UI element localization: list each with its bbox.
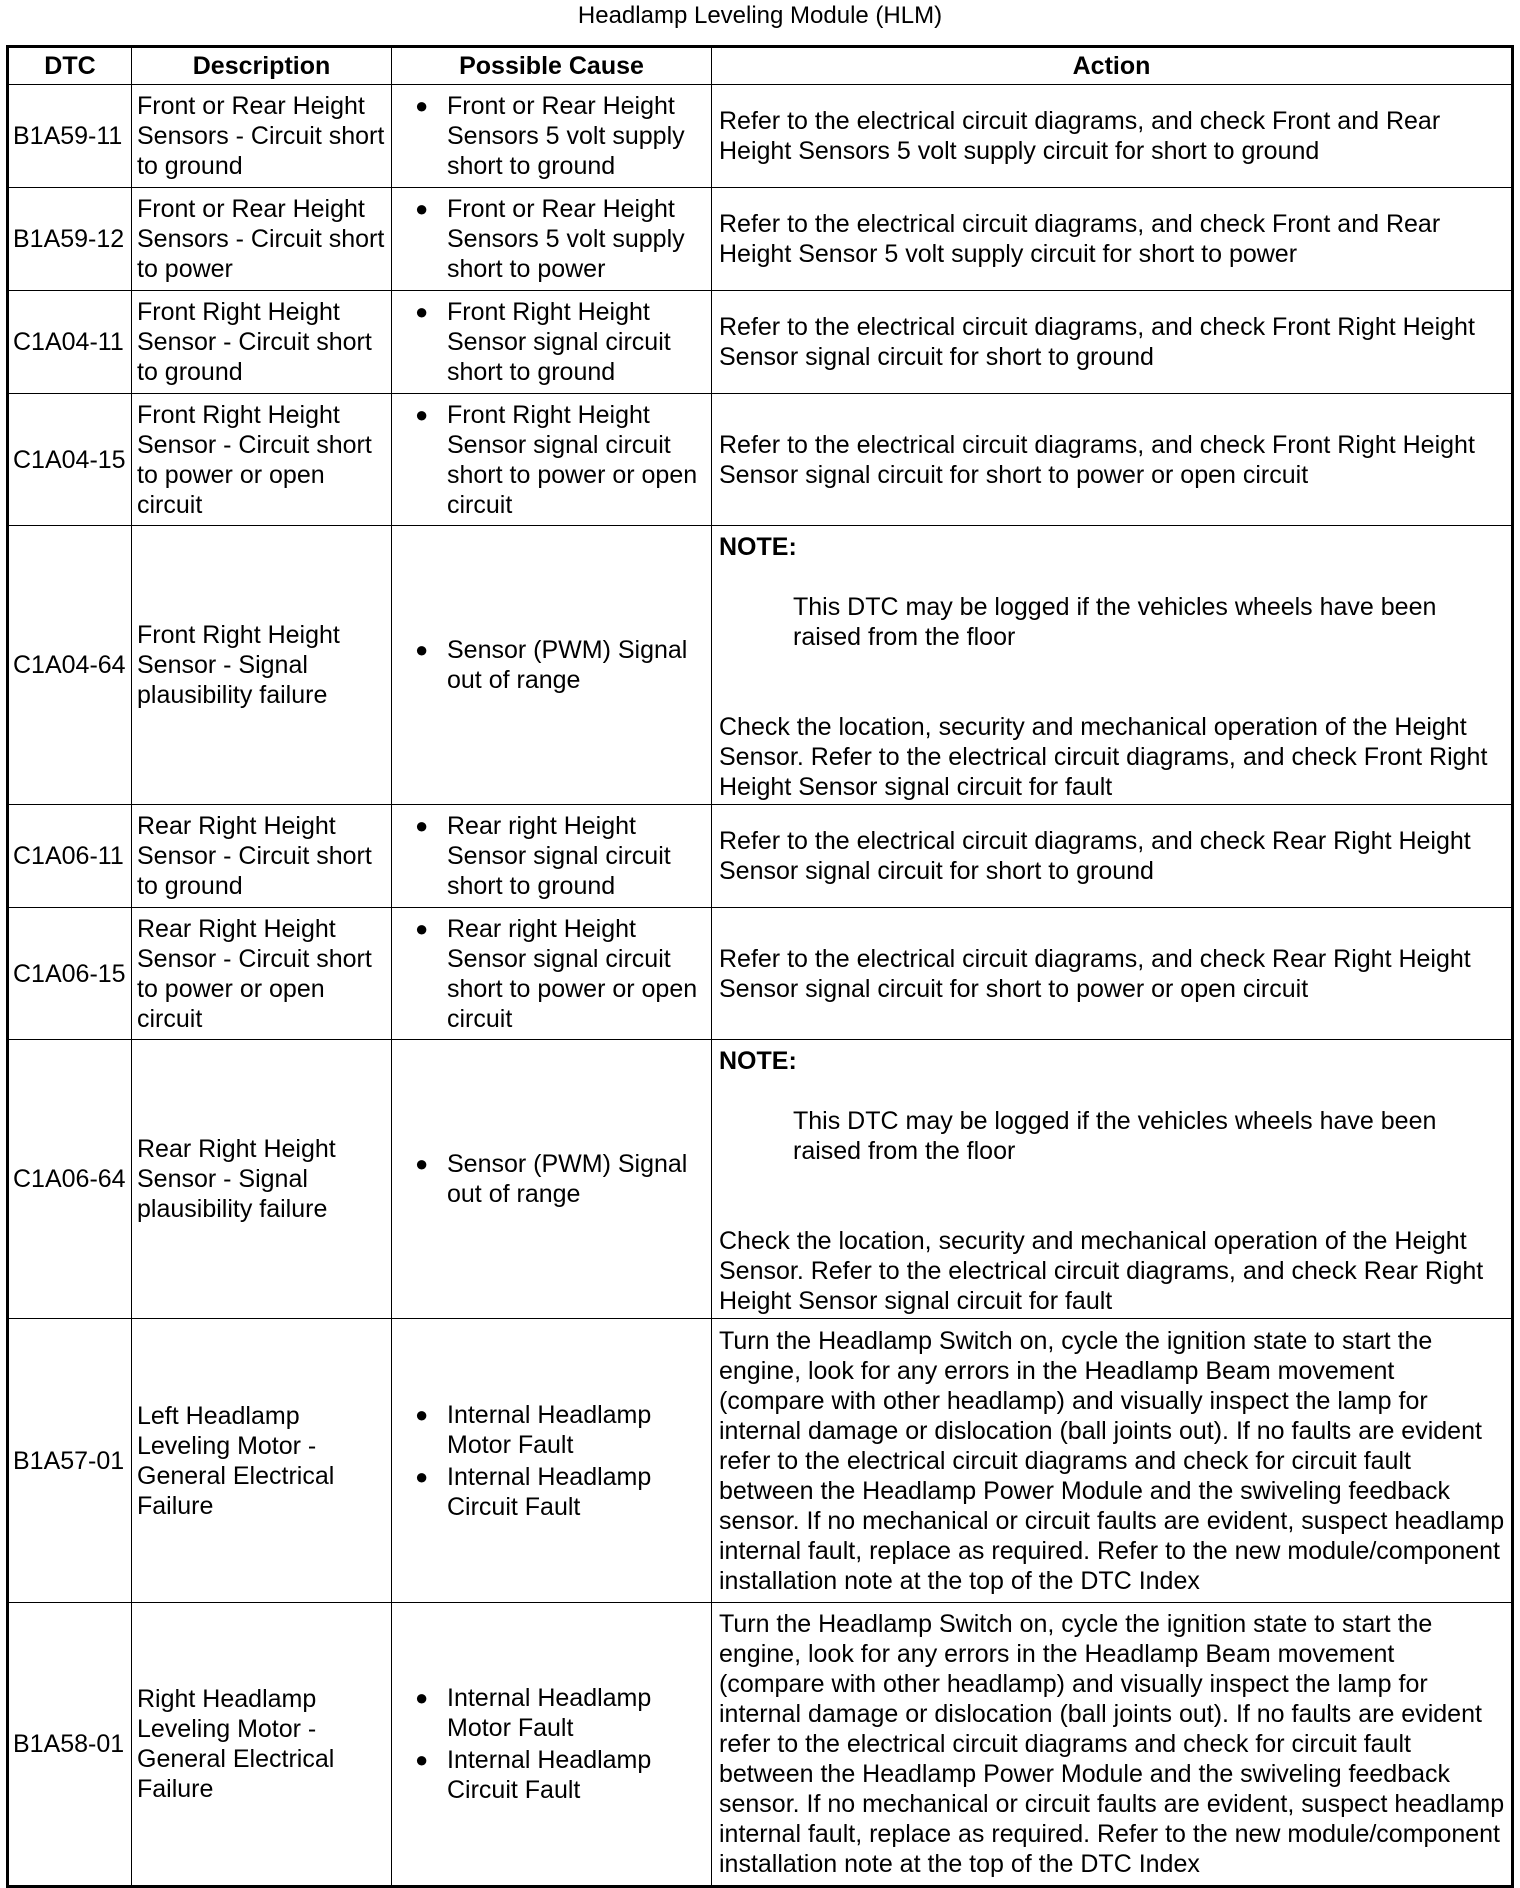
dtc-description: Right Headlamp Leveling Motor - General Electrical Failure xyxy=(132,1603,392,1887)
possible-cause-cell xyxy=(392,1040,712,1319)
table-body xyxy=(8,85,1513,1887)
table-row xyxy=(8,188,1513,291)
possible-cause-item: ● Front Right Height Sensor signal circuit short to ground xyxy=(397,297,706,387)
action-cell xyxy=(712,188,1513,291)
header-description: Description xyxy=(132,47,392,85)
table-header-row xyxy=(8,47,1513,85)
action-text: Refer to the electrical circuit diagrams, and check Front and Rear Height Sensor 5 volt supply circuit for short to power xyxy=(719,210,1441,268)
note-label: NOTE: xyxy=(719,1047,797,1075)
dtc-code: C1A06-15 xyxy=(8,908,132,1040)
dtc-code: B1A57-01 xyxy=(8,1319,132,1603)
possible-cause-list xyxy=(397,914,706,1034)
possible-cause-item: ● Internal Headlamp Motor Fault xyxy=(397,1400,706,1460)
action-text: Refer to the electrical circuit diagrams, and check Front and Rear Height Sensors 5 volt supply circuit for short to ground xyxy=(719,107,1441,165)
action-cell xyxy=(712,1040,1513,1319)
dtc-code: B1A59-12 xyxy=(8,188,132,291)
possible-cause-item: ● Sensor (PWM) Signal out of range xyxy=(397,635,706,695)
possible-cause-item: ● Front Right Height Sensor signal circuit short to power or open circuit xyxy=(397,400,706,520)
action-text: Refer to the electrical circuit diagrams, and check Rear Right Height Sensor signal circuit for short to ground xyxy=(719,827,1471,885)
note-text: This DTC may be logged if the vehicles wheels have been raised from the floor xyxy=(793,1107,1437,1165)
dtc-description: Front Right Height Sensor - Circuit short to power or open circuit xyxy=(132,394,392,526)
dtc-code: C1A04-11 xyxy=(8,291,132,394)
dtc-code: C1A04-64 xyxy=(8,526,132,805)
possible-cause-cell xyxy=(392,85,712,188)
possible-cause-cell xyxy=(392,291,712,394)
action-cell xyxy=(712,85,1513,188)
table-row xyxy=(8,1319,1513,1603)
possible-cause-cell xyxy=(392,1603,712,1887)
dtc-code: C1A06-64 xyxy=(8,1040,132,1319)
action-text: Check the location, security and mechanical operation of the Height Sensor. Refer to the electrical circuit diagrams, and check Rear Right Height Sensor signal circuit for fault xyxy=(719,1227,1484,1315)
possible-cause-list xyxy=(397,91,706,181)
possible-cause-cell xyxy=(392,526,712,805)
dtc-description: Front Right Height Sensor - Signal plausibility failure xyxy=(132,526,392,805)
possible-cause-cell xyxy=(392,805,712,908)
dtc-description: Rear Right Height Sensor - Signal plausibility failure xyxy=(132,1040,392,1319)
table-row xyxy=(8,1040,1513,1319)
table-row xyxy=(8,805,1513,908)
header-dtc: DTC xyxy=(8,47,132,85)
possible-cause-item: ● Rear right Height Sensor signal circuit short to power or open circuit xyxy=(397,914,706,1034)
dtc-description: Front or Rear Height Sensors - Circuit short to ground xyxy=(132,85,392,188)
possible-cause-list xyxy=(397,1149,706,1209)
action-cell xyxy=(712,1603,1513,1887)
action-text: Refer to the electrical circuit diagrams, and check Front Right Height Sensor signal circuit for short to power or open circuit xyxy=(719,430,1475,489)
possible-cause-item: ● Sensor (PWM) Signal out of range xyxy=(397,1149,706,1209)
possible-cause-list xyxy=(397,811,706,901)
note-label: NOTE: xyxy=(719,533,797,561)
possible-cause-cell xyxy=(392,1319,712,1603)
possible-cause-item: ● Internal Headlamp Circuit Fault xyxy=(397,1462,706,1522)
possible-cause-item: ● Internal Headlamp Circuit Fault xyxy=(397,1745,706,1805)
possible-cause-list xyxy=(397,400,706,520)
table-row xyxy=(8,85,1513,188)
possible-cause-list xyxy=(397,1683,706,1805)
possible-cause-cell xyxy=(392,188,712,291)
header-possible-cause: Possible Cause xyxy=(392,47,712,85)
dtc-code: C1A04-15 xyxy=(8,394,132,526)
table-row xyxy=(8,394,1513,526)
possible-cause-item: ● Front or Rear Height Sensors 5 volt supply short to power xyxy=(397,194,706,284)
dtc-code: B1A59-11 xyxy=(8,85,132,188)
action-cell xyxy=(712,291,1513,394)
possible-cause-cell xyxy=(392,394,712,526)
dtc-description: Left Headlamp Leveling Motor - General Electrical Failure xyxy=(132,1319,392,1603)
action-cell xyxy=(712,394,1513,526)
possible-cause-list xyxy=(397,635,706,695)
dtc-description: Rear Right Height Sensor - Circuit short to power or open circuit xyxy=(132,908,392,1040)
action-cell xyxy=(712,1319,1513,1603)
possible-cause-item: ● Front or Rear Height Sensors 5 volt supply short to ground xyxy=(397,91,706,181)
dtc-description: Rear Right Height Sensor - Circuit short to ground xyxy=(132,805,392,908)
action-cell xyxy=(712,526,1513,805)
dtc-description: Front Right Height Sensor - Circuit short to ground xyxy=(132,291,392,394)
table-row xyxy=(8,526,1513,805)
possible-cause-cell xyxy=(392,908,712,1040)
action-text: Check the location, security and mechanical operation of the Height Sensor. Refer to the electrical circuit diagrams, and check Front Right Height Sensor signal circuit for fault xyxy=(719,713,1488,801)
possible-cause-list xyxy=(397,1400,706,1522)
dtc-code: B1A58-01 xyxy=(8,1603,132,1887)
possible-cause-item: ● Internal Headlamp Motor Fault xyxy=(397,1683,706,1743)
dtc-code: C1A06-11 xyxy=(8,805,132,908)
dtc-table xyxy=(6,45,1514,1888)
possible-cause-list xyxy=(397,297,706,387)
table-row xyxy=(8,908,1513,1040)
page-title: Headlamp Leveling Module (HLM) xyxy=(577,2,943,29)
table-row xyxy=(8,1603,1513,1887)
possible-cause-item: ● Rear right Height Sensor signal circuit short to ground xyxy=(397,811,706,901)
table-row xyxy=(8,291,1513,394)
header-action: Action xyxy=(712,47,1513,85)
action-text: Refer to the electrical circuit diagrams, and check Front Right Height Sensor signal circuit for short to ground xyxy=(719,313,1475,371)
note-text: This DTC may be logged if the vehicles wheels have been raised from the floor xyxy=(793,593,1437,651)
action-text: Turn the Headlamp Switch on, cycle the ignition state to start the engine, look for any errors in the Headlamp Beam movement (compare with other headlamp) and visually inspect the lamp for internal damage or dislocation (ball joints out). If no faults are evident refer to the electrical circuit diagrams and check for circuit fault between the Headlamp Power Module and the swiveling feedback sensor. If no mechanical or circuit faults are evident, suspect headlamp internal fault, replace as required. Refer to the new module/component installation note at the top of the DTC Index xyxy=(719,1610,1505,1878)
action-cell xyxy=(712,805,1513,908)
action-text: Turn the Headlamp Switch on, cycle the ignition state to start the engine, look for any errors in the Headlamp Beam movement (compare with other headlamp) and visually inspect the lamp for internal damage or dislocation (ball joints out). If no faults are evident refer to the electrical circuit diagrams and check for circuit fault between the Headlamp Power Module and the swiveling feedback sensor. If no mechanical or circuit faults are evident, suspect headlamp internal fault, replace as required. Refer to the new module/component installation note at the top of the DTC Index xyxy=(719,1326,1505,1595)
action-text: Refer to the electrical circuit diagrams, and check Rear Right Height Sensor signal circuit for short to power or open circuit xyxy=(719,944,1471,1003)
action-cell xyxy=(712,908,1513,1040)
dtc-description: Front or Rear Height Sensors - Circuit short to power xyxy=(132,188,392,291)
possible-cause-list xyxy=(397,194,706,284)
